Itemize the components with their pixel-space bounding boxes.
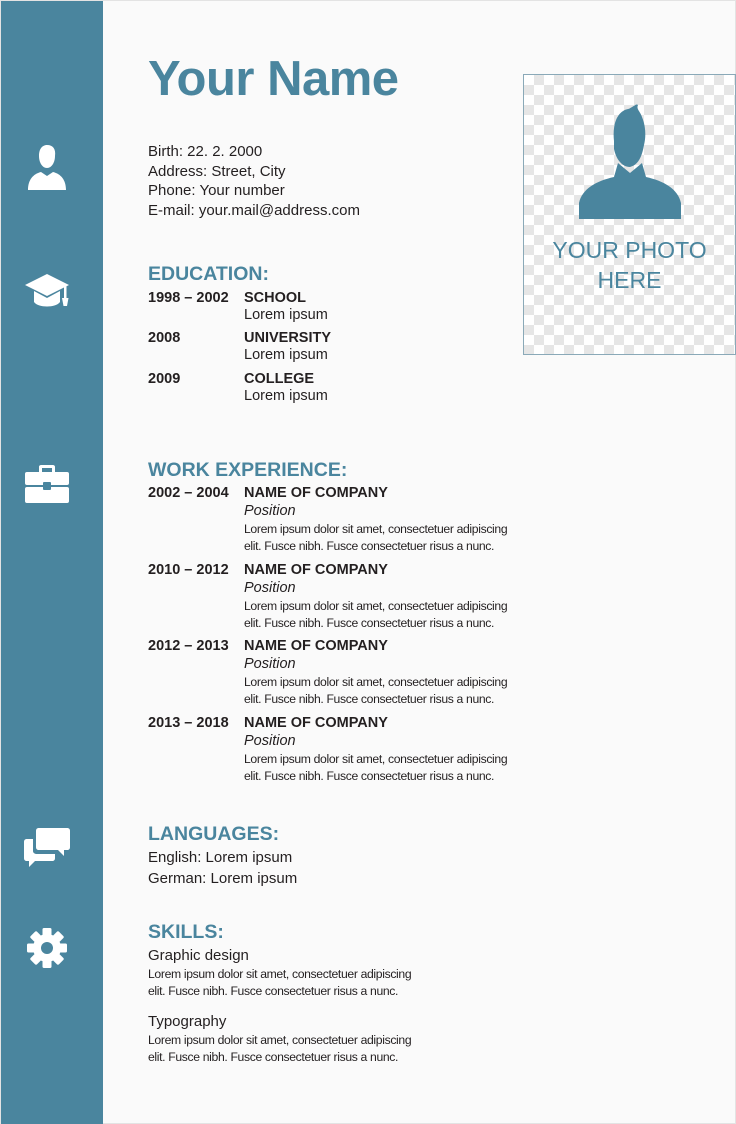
address: Address: Street, City (148, 162, 286, 180)
phone: Phone: Your number (148, 182, 285, 199)
language-item: German: Lorem ipsum (148, 870, 298, 887)
education-detail: Lorem ipsum (244, 388, 328, 404)
skill-description-line1: Lorem ipsum dolor sit amet, consectetuer adipiscing (148, 967, 412, 981)
languages-title: LANGUAGES: (148, 823, 280, 845)
work-years: 2012 – 2013 (148, 638, 229, 654)
photo-text-line1: YOUR PHOTO (552, 237, 707, 263)
work-description-line1: Lorem ipsum dolor sit amet, consectetuer adipiscing (244, 599, 508, 613)
work-description-line2: elit. Fusce nibh. Fusce consectetuer risus a nunc. (244, 768, 495, 783)
graduation-cap-icon (23, 267, 71, 315)
work-description-line2: elit. Fusce nibh. Fusce consectetuer risus a nunc. (244, 538, 495, 553)
work-years: 2010 – 2012 (148, 562, 229, 578)
work-years: 2002 – 2004 (148, 485, 229, 501)
person-icon (23, 143, 71, 191)
work-position: Position (244, 656, 296, 672)
education-detail: Lorem ipsum (244, 307, 328, 323)
education-years: 2008 (148, 330, 181, 346)
silhouette-icon (578, 103, 682, 219)
education-school: SCHOOL (244, 290, 307, 306)
work-description-line1: Lorem ipsum dolor sit amet, consectetuer adipiscing (244, 522, 508, 536)
skills-title: SKILLS: (148, 921, 224, 943)
birth-date: Birth: 22. 2. 2000 (148, 143, 263, 160)
skill-name: Typography (148, 1013, 227, 1030)
work-company: NAME OF COMPANY (244, 715, 388, 731)
work-years: 2013 – 2018 (148, 715, 229, 731)
contact-info (148, 142, 360, 220)
work-description-line1: Lorem ipsum dolor sit amet, consectetuer adipiscing (244, 752, 508, 766)
skill-description (148, 1032, 448, 1065)
work-title: WORK EXPERIENCE: (148, 459, 348, 481)
briefcase-icon (23, 460, 71, 508)
language-item: English: Lorem ipsum (148, 849, 293, 866)
work-description-line2: elit. Fusce nibh. Fusce consectetuer risus a nunc. (244, 615, 495, 630)
education-years: 2009 (148, 371, 181, 387)
gear-icon (23, 924, 71, 972)
work-company: NAME OF COMPANY (244, 562, 388, 578)
education-title: EDUCATION: (148, 263, 269, 285)
work-position: Position (244, 503, 296, 519)
education-school: COLLEGE (244, 371, 315, 387)
photo-text-line2: HERE (597, 267, 662, 293)
skill-name: Graphic design (148, 947, 249, 964)
work-company: NAME OF COMPANY (244, 485, 388, 501)
skill-description-line1: Lorem ipsum dolor sit amet, consectetuer adipiscing (148, 1033, 412, 1047)
work-position: Position (244, 580, 296, 596)
email: E-mail: your.mail@address.com (148, 201, 360, 219)
work-description-line2: elit. Fusce nibh. Fusce consectetuer risus a nunc. (244, 691, 495, 706)
work-position: Position (244, 733, 296, 749)
work-description-line1: Lorem ipsum dolor sit amet, consectetuer adipiscing (244, 675, 508, 689)
skill-description (148, 966, 448, 999)
skill-description-line2: elit. Fusce nibh. Fusce consectetuer risus a nunc. (148, 1049, 399, 1064)
education-school: UNIVERSITY (244, 330, 332, 346)
education-detail: Lorem ipsum (244, 347, 328, 363)
skill-description-line2: elit. Fusce nibh. Fusce consectetuer risus a nunc. (148, 983, 399, 998)
sidebar (1, 1, 103, 1124)
chat-bubbles-icon (23, 823, 71, 871)
work-company: NAME OF COMPANY (244, 638, 388, 654)
full-name: Your Name (148, 52, 399, 106)
education-years: 1998 – 2002 (148, 290, 229, 306)
